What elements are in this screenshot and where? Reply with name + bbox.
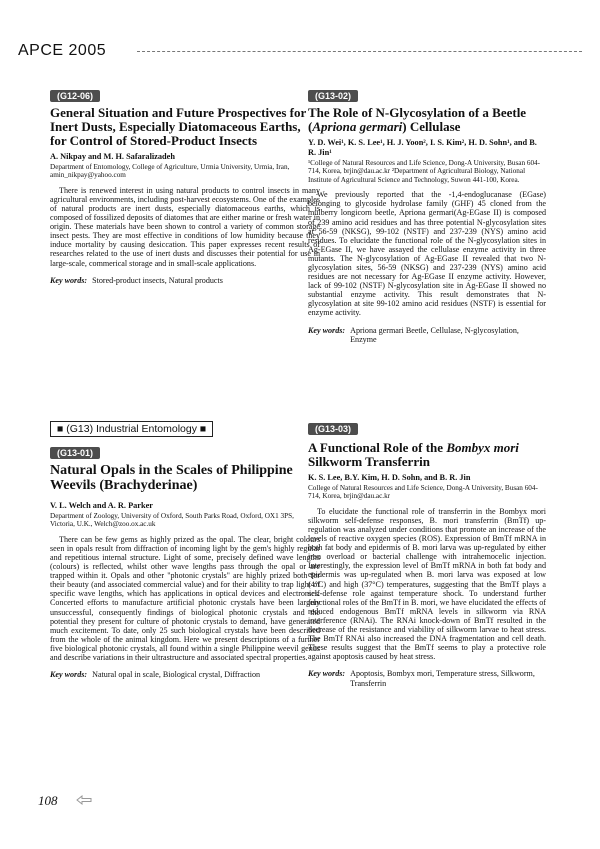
article-authors: A. Nikpay and M. H. Safaralizadeh bbox=[50, 152, 175, 161]
header-divider bbox=[137, 51, 582, 52]
article-affiliation: College of Natural Resources and Life Science, Dong-A University, Busan 604-714, Korea, brjin@dau.ac.kr bbox=[308, 484, 538, 501]
article-g13-02 bbox=[308, 86, 546, 344]
article-authors: Y. D. Wei¹, K. S. Lee¹, H. J. Yoon², I. S. Kim², H. D. Sohn¹, and B. R. Jin¹ bbox=[308, 138, 537, 157]
article-abstract: There can be few gems as highly prized as the opal. The clear, bright colours seen in opals result from diffraction of incoming light by the gem's highly regular and repetitious internal structure. Light of some, precisely defined wave lengths (colours) is reflected, whilst other wave lengths pass through the opal or are trapped within it. Opals and other "photonic crystals" are highly prized both for their beauty (and associated commercial value) and for their ability to trap light of specific wave lengths, which has applications in optical devices and electronics. Concerted efforts to manufacture artificial photonic crystals have been largely unsuccessful, consequently findings of biological photonic crystals and the potential they present for culture of photonic crystals to demand, have generated much excitement. To date, only 25 such biological crystals have been described from the whole of the animal kingdom. Here we present descriptions of a further five biological photonic crystals, all found within a single Philippine weevil genus and describe variations in their ultrastructure and associated spectral properties. bbox=[50, 534, 320, 663]
article-abstract: To elucidate the functional role of transferrin in the Bombyx mori silkworm self-defense responses, B. mori transferrin (BmTf) up-regulation was analyzed under conditions that promote an increase of the levels of reactive oxygen species (ROS). Expression of BmTf mRNA in both fat body and epidermis of B. mori larva was up-regulated by either iron overload or bacterial challenge with intrahemocelic injection. Interestingly, the expression level of BmTf mRNA in both fat body and epidermis was up-regulated when B. mori larva was exposed at low (4°C) and high (37°C) temperatures, suggesting that the BmTf plays a self-defense role against temperature shock. To understand further functional roles of the BmTf in B. mori, we have elucidated the effects of reduced endogenous BmTf mRNA levels in silkworm via RNA interference (RNAi). The RNAi knock-down of BmTf resulted in the decrease of the resistance and viability of silkworm larvae to heat stress. The BmTf RNAi also increased the DNA fragmentation and cell death. These results suggest that the BmTf seems to play a protective role against apoptosis caused by heat stress. bbox=[308, 506, 546, 662]
keywords-label: Key words: bbox=[50, 275, 88, 285]
article-authors: V. L. Welch and A. R. Parker bbox=[50, 501, 153, 510]
article-affiliation: Department of Entomology, College of Agriculture, Urmia University, Urmia, Iran, amin_nikpay@yahoo.com bbox=[50, 163, 290, 180]
page-number: 108 bbox=[38, 793, 58, 808]
article-g12-06 bbox=[50, 86, 320, 285]
keywords-text: Stored-product insects, Natural products bbox=[92, 275, 223, 285]
keywords-text: Apriona germari Beetle, Cellulase, N-glycosylation, Enzyme bbox=[350, 325, 519, 344]
article-code: (G13-01) bbox=[50, 447, 100, 459]
article-code: (G13-02) bbox=[308, 90, 358, 102]
article-code: (G13-03) bbox=[308, 423, 358, 435]
article-abstract: There is renewed interest in using natural products to control insects in many agricultural environments, including post-harvest ecosystems. One of the examples of natural products are inert dusts, especially diatomaceous earths, which is composed of fossilized deposits of diatomes that are either marine or fresh water in origin. These materials have been shown to control a variety of common storage insect pests. They are most effective in conditions of low humidity because they induce mortality by causing desiccation. This paper expresses recent results of researches related to the use of inert dusts and discusses their potential for use in large-scale, commerical storage and in small-scale applications. bbox=[50, 185, 320, 268]
keywords-label: Key words: bbox=[308, 325, 346, 335]
article-title bbox=[308, 441, 546, 469]
article-keywords bbox=[50, 276, 320, 285]
title-part: A Functional Role of the bbox=[308, 440, 447, 455]
title-species: Bombyx mori bbox=[446, 440, 519, 455]
article-keywords bbox=[308, 669, 546, 688]
title-part: Silkworm Transferrin bbox=[308, 454, 430, 469]
article-title: General Situation and Future Prospectives for Inert Dusts, Especially Diatomaceous Earths, for Control of Stored-Product Insects bbox=[50, 105, 307, 148]
keywords-label: Key words: bbox=[50, 670, 88, 680]
title-part: The Role of N-Glycosylation of a Beetle ( bbox=[308, 105, 527, 134]
section-heading: ■ (G13) Industrial Entomology ■ bbox=[50, 421, 213, 437]
article-g13-01 bbox=[50, 419, 320, 679]
keywords-text: Apoptosis, Bombyx mori, Temperature stress, Silkworm, Transferrin bbox=[350, 669, 535, 688]
keywords-text: Natural opal in scale, Biological crystal, Diffraction bbox=[92, 670, 261, 680]
article-affiliation: Department of Zoology, University of Oxford, South Parks Road, Oxford, OX1 3PS, Victoria, U.K., Welch@zoo.ox.ac.uk bbox=[50, 512, 294, 529]
article-code: (G12-06) bbox=[50, 90, 100, 102]
article-title bbox=[308, 106, 546, 134]
article-keywords bbox=[50, 670, 320, 679]
journal-header-title: APCE 2005 bbox=[18, 42, 107, 59]
title-part: ) Cellulase bbox=[402, 119, 461, 134]
article-keywords bbox=[308, 326, 546, 345]
article-authors: K. S. Lee, B.Y. Kim, H. D. Sohn, and B. R. Jin bbox=[308, 473, 471, 482]
arrow-left-icon bbox=[76, 795, 92, 805]
title-species: Apriona germari bbox=[312, 119, 403, 134]
article-g13-03 bbox=[308, 419, 546, 688]
article-title: Natural Opals in the Scales of Philippine Weevils (Brachyderinae) bbox=[50, 463, 293, 493]
article-affiliation: ¹College of Natural Resources and Life Science, Dong-A University, Busan 604-714, Korea, brjin@dau.ac.kr ²Department of Agricultural Biology, National Institute of Agricultural Science and Technology, Suwon 441-100, Korea. bbox=[308, 159, 541, 184]
keywords-label: Key words: bbox=[308, 669, 346, 679]
article-abstract: We previously reported that the -1,4-endoglucanase (EGase) belonging to glycoside hydrolase family (GHF) 45 cloned from the mulberry longicorn beetle, Apriona germari(Ag-EGase II) is composed of 239 amino acid residues and has three potential N-glycosylation sites at 56-59 (NKSG), 99-102 (NSTF) and 237-239 (NYS) amino acid residues. To elucidate the functional role of the N-glycosylation sites in Ag-EGase II, we have assayed the cellulase enzyme activity in three mutants. The N-glycosylation of Ag-EGase II revealed that two N-glycosylation sites, 56-59 (NKSG) and 237-239 (NYS) amino acid residues are not necessary for Ag-EGase II enzyme activity. However, lack of 99-102 (NSTF) N-glycosylation site in Ag-EGase II showed no substantial enzyme activity. This result demonstrates that N-glycosylation at site 99-102 amino acid residues (NSTF) is essential for enzyme activity. bbox=[308, 190, 546, 318]
